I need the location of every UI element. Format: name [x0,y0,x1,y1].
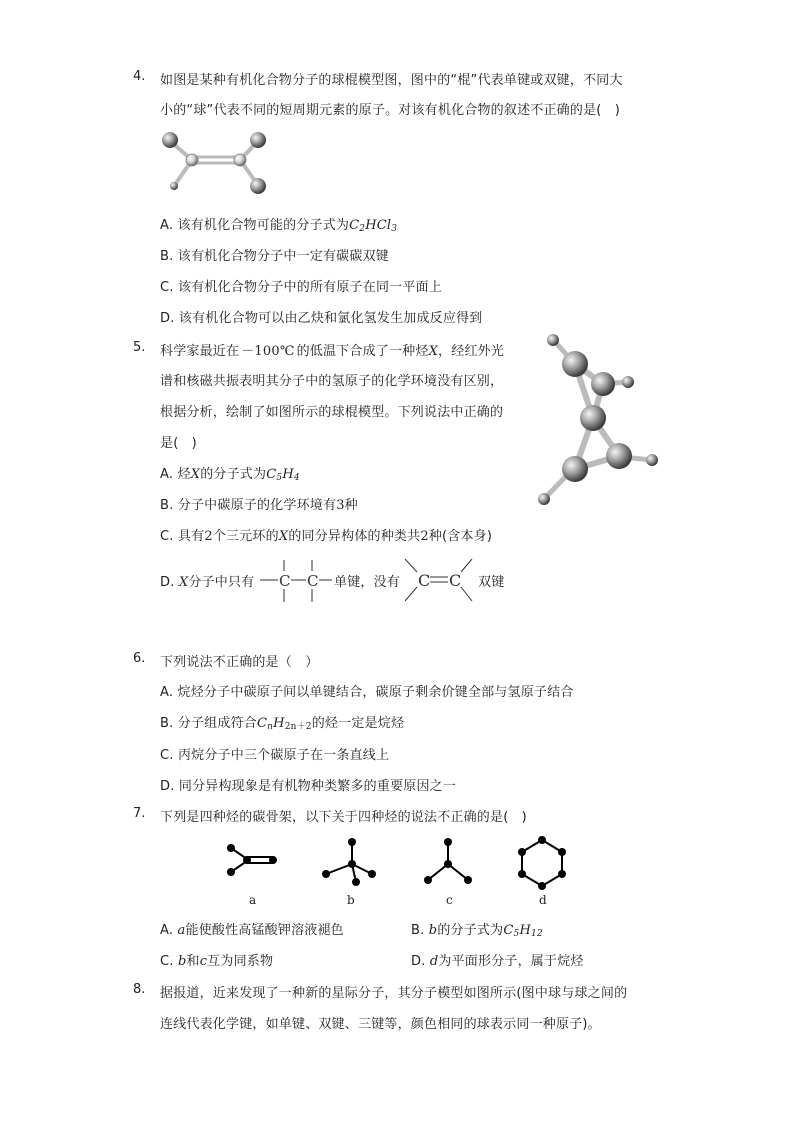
q7-label-c: c [446,893,453,907]
q5-stem-line4: 是( ) [160,436,197,451]
q7-label-a: a [249,893,257,907]
q7-option-d[interactable]: D. d为平面形分子，属于烷烃 [411,954,584,969]
q5-molecule-figure [535,332,665,512]
q5-number: 5. [133,340,146,355]
q8-stem-line2: 连线代表化学键，如单键、双键、三键等，颜色相同的球表示同一种原子)。 [160,1017,601,1032]
q7-skeleton-d [514,832,570,892]
single-bond-carbon-1: C [279,572,291,590]
q5-single-bond-structure [258,558,334,604]
q7-stem: 下列是四种烃的碳骨架，以下关于四种烃的说法不正确的是( ) [160,810,527,825]
q8-stem-line1: 据报道，近来发现了一种新的星际分子，其分子模型如图所示(图中球与球之间的 [160,986,628,1001]
q6-option-a[interactable]: A. 烷烃分子中碳原子间以单键结合，碳原子剩余价键全部与氢原子结合 [160,685,574,700]
q4-option-b[interactable]: B. 该有机化合物分子中一定有碳碳双键 [160,249,389,264]
q4-option-c[interactable]: C. 该有机化合物分子中的所有原子在同一平面上 [160,280,442,295]
q6-number: 6. [133,651,146,666]
q7-skeleton-b [318,836,378,888]
q5-stem-line3: 根据分析，绘制了如图所示的球棍模型。下列说法中正确的 [160,405,504,420]
q7-label-d: d [539,893,547,907]
q5-double-bond-structure [402,556,476,604]
q6-stem: 下列说法不正确的是（ ） [160,655,319,670]
q7-label-b: b [347,893,355,907]
double-bond-carbon-1: C [418,571,431,590]
q4-stem-line2: 小的“球”代表不同的短周期元素的原子。对该有机化合物的叙述不正确的是( ) [160,103,621,118]
q5-option-b[interactable]: B. 分子中碳原子的化学环境有3种 [160,498,358,513]
q4-option-d[interactable]: D. 该有机化合物可以由乙炔和氯化氢发生加成反应得到 [160,311,483,326]
q5-option-d-suffix: 双键 [478,575,505,590]
q7-number: 7. [133,806,146,821]
q5-stem-line1: 科学家最近在 －100℃ 的低温下合成了一种烃X，经红外光 [160,344,505,359]
q5-option-d[interactable]: D. X分子中只有 [160,575,255,590]
q6-option-b[interactable]: B. 分子组成符合$C_nH_{2n+2}$的烃一定是烷烃 [160,716,405,732]
q5-stem-line2: 谱和核磁共振表明其分子中的氢原子的化学环境没有区别， [160,374,504,389]
q5-option-c[interactable]: C. 具有2个三元环的X的同分异构体的种类共2种(含本身) [160,529,493,544]
q4-stem-line1: 如图是某种有机化合物分子的球棍模型图，图中的“棍”代表单键或双键，不同大 [160,73,623,88]
q7-option-c[interactable]: C. b和c互为同系物 [160,954,274,969]
q8-number: 8. [133,982,146,997]
q7-skeleton-a [225,840,280,880]
q4-number: 4. [133,69,146,84]
q5-option-d-mid: 单键，没有 [334,575,401,590]
q7-option-b[interactable]: B. b的分子式为$C_5H_{12}$ [411,923,543,939]
double-bond-carbon-2: C [449,571,462,590]
q7-skeleton-c [420,836,476,888]
q4-option-a[interactable]: A. 该有机化合物可能的分子式为$C_2HCl_3$ [160,218,398,234]
q4-molecule-figure [158,130,278,195]
single-bond-carbon-2: C [307,572,319,590]
q6-option-c[interactable]: C. 丙烷分子中三个碳原子在一条直线上 [160,748,390,763]
q6-option-d[interactable]: D. 同分异构现象是有机物种类繁多的重要原因之一 [160,779,457,794]
q5-option-a[interactable]: A. 烃X的分子式为$C_5H_4$ [160,467,300,483]
q7-option-a[interactable]: A. a能使酸性高锰酸钾溶液褪色 [160,923,344,938]
